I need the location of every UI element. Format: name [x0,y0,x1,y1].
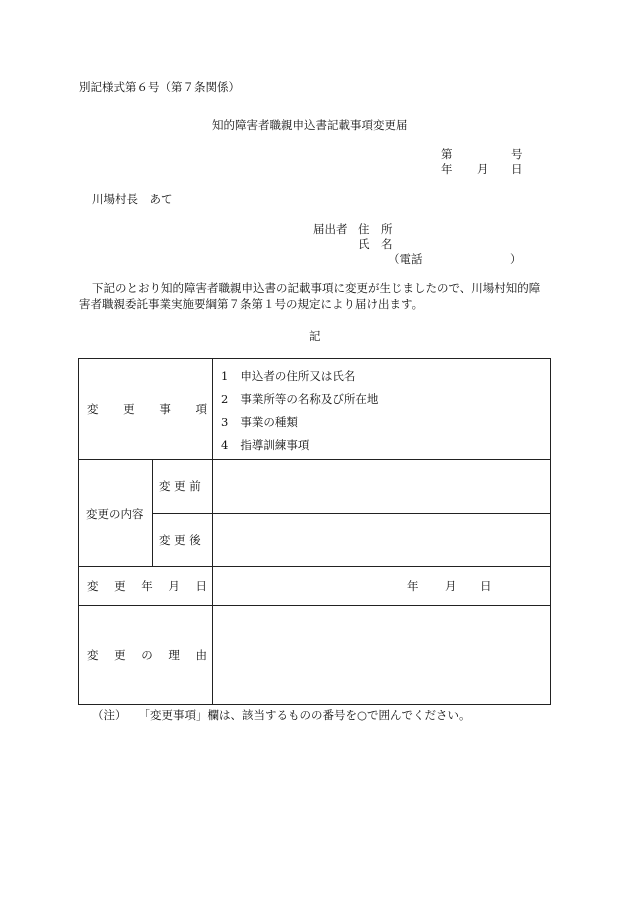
note [92,710,471,722]
addressee: 川場村長 あて [92,192,173,206]
change-items-label [87,404,207,416]
form-number-label: 別記様式第６号（第７条関係） [79,80,240,94]
label-char: 年 [141,579,153,593]
date-nen: 年 [441,162,453,176]
label-char: の [141,648,153,662]
number-go: 号 [511,147,523,161]
change-date-nen: 年 [407,579,419,593]
label-char: 更 [114,648,126,662]
change-item-4 [221,440,309,452]
change-date-hi: 日 [480,579,492,593]
change-item-number: 3 [221,415,229,429]
date-tsuki: 月 [477,162,489,176]
body-text-line-1: 下記のとおり知的障害者職親申込書の記載事項に変更が生じましたので、川場村知的障 [92,281,541,295]
label-char: 事 [159,402,171,416]
change-content-label: 変更の内容 [86,507,144,521]
address-label: 住 所 [358,222,393,236]
change-reason-label [87,650,207,662]
name-label: 氏 名 [358,237,393,251]
row-divider [79,459,551,460]
after-change-label: 変 更 後 [159,533,201,547]
change-item-number: 2 [221,392,229,406]
column-divider-content [152,459,153,566]
label-char: 項 [195,402,207,416]
date-hi: 日 [511,162,523,176]
label-char: 月 [168,579,180,593]
change-item-text: 事業の種類 [240,415,298,429]
phone-close: ） [510,252,522,266]
label-char: 更 [114,579,126,593]
change-item-1 [221,371,355,383]
before-change-label: 変 更 前 [159,479,201,493]
row-divider [79,605,551,606]
column-divider [212,359,213,705]
change-item-text: 事業所等の名称及び所在地 [240,392,379,406]
applicant-label: 届出者 [313,222,348,236]
label-char: 由 [195,648,207,662]
change-item-text: 申込者の住所又は氏名 [240,369,356,383]
label-char: 理 [168,648,180,662]
row-divider [79,566,551,567]
change-date-label [87,581,207,593]
label-char: 更 [123,402,135,416]
label-char: 変 [87,648,99,662]
label-char: 変 [87,579,99,593]
change-item-number: 1 [221,369,229,383]
label-char: 日 [195,579,207,593]
change-item-2 [221,394,378,406]
body-text-line-2: 害者職親委託事業実施要綱第７条第１号の規定により届け出ます。 [79,297,424,311]
change-form-table [78,358,551,705]
phone-open: （電話 [388,252,423,266]
change-item-3 [221,417,298,429]
change-item-number: 4 [221,438,229,452]
change-item-text: 指導訓練事項 [240,438,310,452]
label-char: 変 [87,402,99,416]
number-dai: 第 [441,147,453,161]
ki-heading: 記 [309,329,321,343]
change-date-tsuki: 月 [445,579,457,593]
note-prefix: （注） [92,708,127,722]
document-title: 知的障害者職親申込書記載事項変更届 [212,118,408,132]
note-text: 「変更事項」欄は、該当するものの番号を○で囲んでください。 [138,708,471,722]
